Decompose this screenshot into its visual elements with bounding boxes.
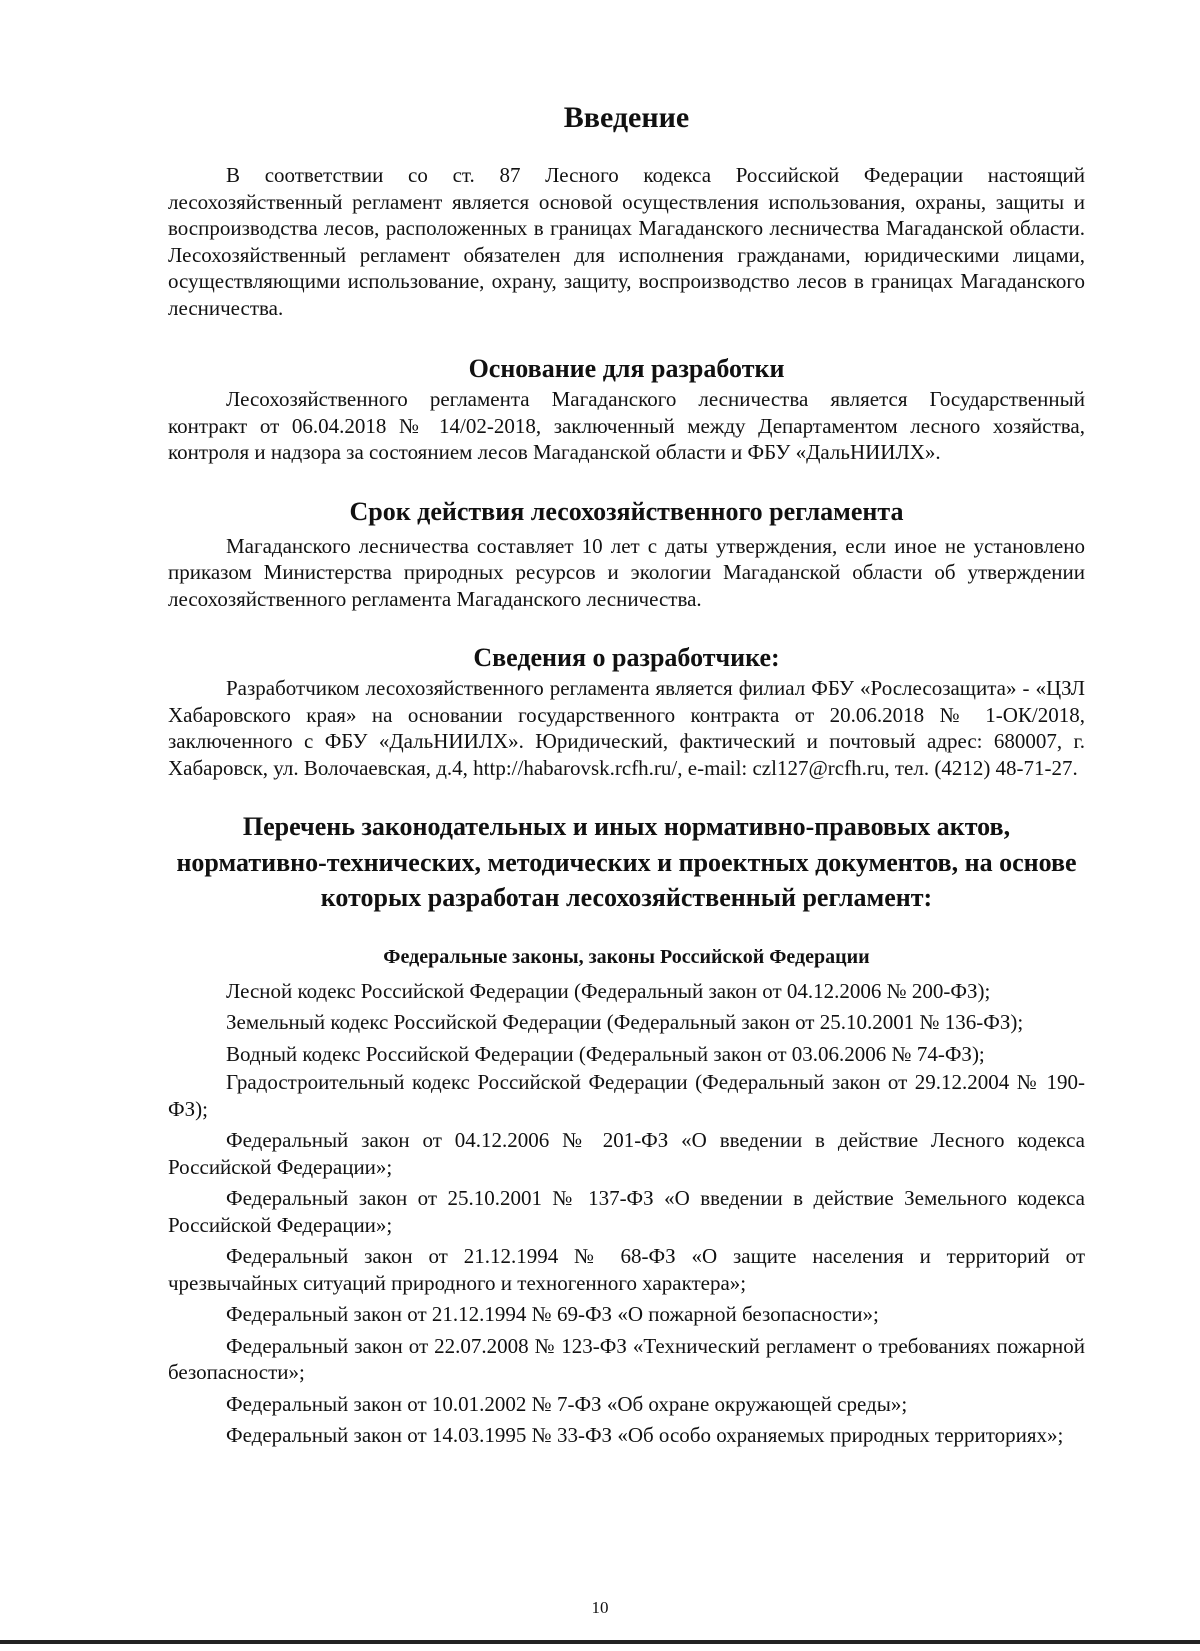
law-item: Федеральный закон от 22.07.2008 № 123-ФЗ «Технический регламент о требованиях пожарной безопасности»; <box>168 1333 1085 1384</box>
law-item: Федеральный закон от 21.12.1994 № 69-ФЗ «О пожарной безопасности»; <box>226 1302 879 1326</box>
law-item: Водный кодекс Российской Федерации (Федеральный закон от 03.06.2006 № 74-ФЗ); <box>226 1041 985 1066</box>
federal-laws-list <box>168 978 1085 1449</box>
term-title: Срок действия лесохозяйственного регламента <box>349 496 904 526</box>
law-item: Земельный кодекс Российской Федерации (Федеральный закон от 25.10.2001 № 136-ФЗ); <box>226 1010 1024 1034</box>
federal-laws-subtitle: Федеральные законы, законы Российской Федерации <box>383 945 870 968</box>
basis-title: Основание для разработки <box>468 354 785 383</box>
page-number: 10 <box>591 1598 609 1617</box>
law-item: Федеральный закон от 14.03.1995 № 33-ФЗ «Об особо охраняемых природных территориях»; <box>226 1423 1064 1447</box>
basis-text: Лесохозяйственного регламента Магаданского лесничества является Государственный контракт от 06.04.2018 № 14/02-2018, заключенный между Департаментом лесного хозяйства, контроля и надзора за состоянием лесов Магаданской области и ФБУ «ДальНИИЛХ». <box>168 387 1085 464</box>
bottom-border-line <box>0 1640 1200 1644</box>
developer-title: Сведения о разработчике: <box>473 643 780 672</box>
law-item: Федеральный закон от 10.01.2002 № 7-ФЗ «Об охране окружающей среды»; <box>226 1391 908 1416</box>
intro-text: В соответствии со ст. 87 Лесного кодекса Российской Федерации настоящий лесохозяйственный регламент является основой осуществления использования, охраны, защиты и воспроизводства лесов, расположенных в границах Магаданского лесничества Магаданской области. Лесохозяйственный регламент обязателен для исполнения гражданами, юридическими лицами, осуществляющими использование, охрану, защиту, воспроизводство лесов в границах Магаданского лесничества. <box>168 163 1085 320</box>
intro-title: Введение <box>563 101 690 134</box>
law-item: Федеральный закон от 04.12.2006 № 201-ФЗ «О введении в действие Лесного кодекса Российской Федерации»; <box>168 1128 1085 1179</box>
term-text: Магаданского лесничества составляет 10 лет с даты утверждения, если иное не установлено приказом Министерства природных ресурсов и экологии Магаданской области об утверждении лесохозяйственного регламента Магаданского лесничества. <box>168 533 1085 611</box>
law-item: Федеральный закон от 21.12.1994 № 68-ФЗ «О защите населения и территорий от чрезвычайных ситуаций природного и техногенного характера»; <box>168 1244 1085 1295</box>
law-item: Федеральный закон от 25.10.2001 № 137-ФЗ «О введении в действие Земельного кодекса Российской Федерации»; <box>168 1186 1085 1237</box>
developer-text: Разработчиком лесохозяйственного регламента является филиал ФБУ «Рослесозащита» - «ЦЗЛ Хабаровского края» на основании государственного контракта от 20.06.2018 № 1-ОК/2018, заключенного с ФБУ «ДальНИИЛХ». Юридический, фактический и почтовый адрес: 680007, г. Хабаровск, ул. Волочаевская, д.4, http://habarovsk.rcfh.ru/, e-mail: czl127@rcfh.ru, тел. (4212) 48-71-27. <box>168 676 1085 780</box>
acts-list-title: Перечень законодательных и иных нормативно-правовых актов, нормативно-технических, методических и проектных документов, на основе которых разработан лесохозяйственный регламент: <box>176 812 1077 912</box>
document-page <box>168 88 1085 1449</box>
law-item: Лесной кодекс Российской Федерации (Федеральный закон от 04.12.2006 № 200-ФЗ); <box>226 978 991 1003</box>
law-item: Градостроительный кодекс Российской Федерации (Федеральный закон от 29.12.2004 № 190-ФЗ); <box>168 1070 1085 1121</box>
